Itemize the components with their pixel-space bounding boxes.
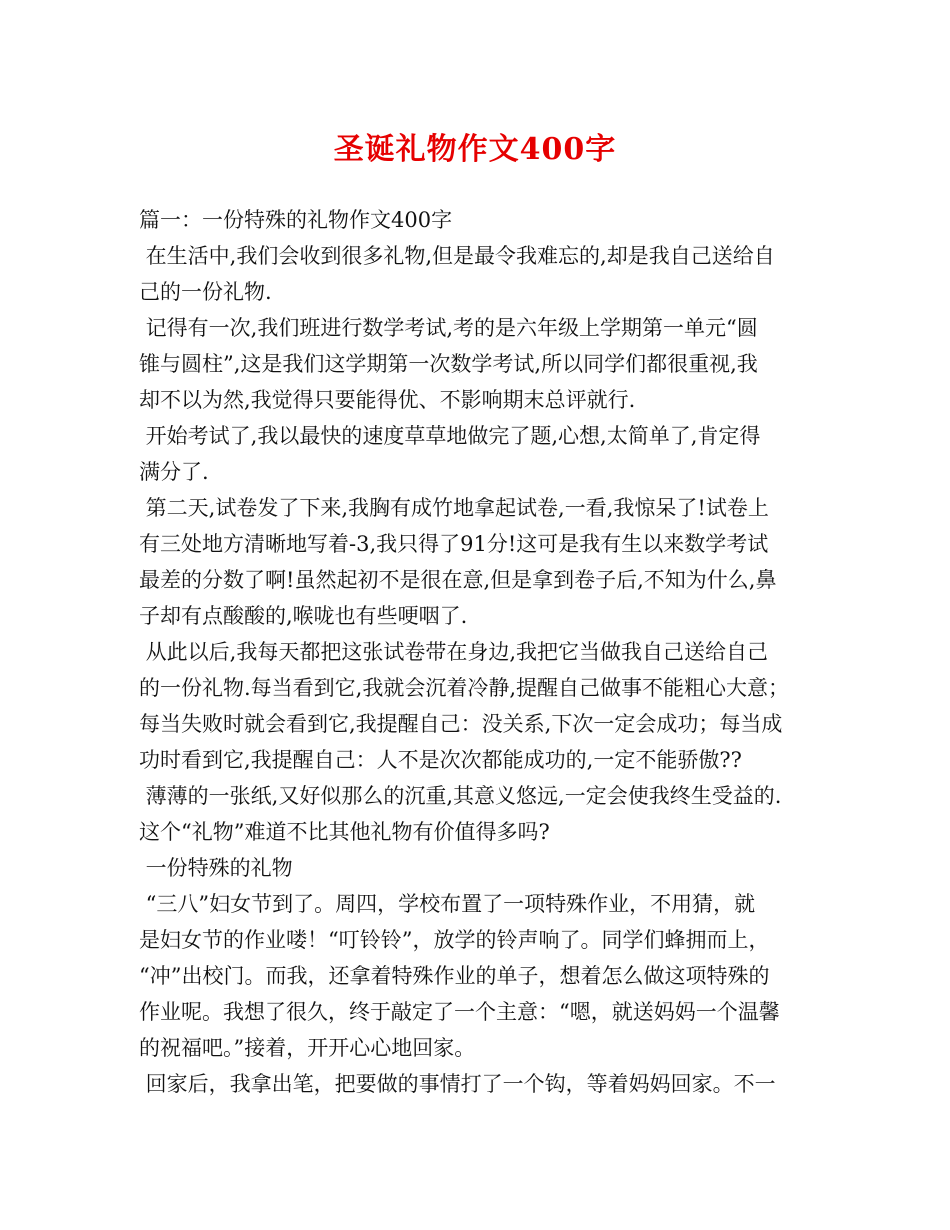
text-line: 的一份礼物.每当看到它,我就会沉着冷静,提醒自己做事不能粗心大意； [139,676,790,700]
text-line: 是妇女节的作业喽！“叮铃铃”，放学的铃声响了。同学们蜂拥而上， [139,928,770,952]
text-line: 记得有一次,我们班进行数学考试,考的是六年级上学期第一单元“圆 [139,316,758,340]
text-line: 这个“礼物”难道不比其他礼物有价值得多吗? [139,820,550,844]
text-line: 篇一：一份特殊的礼物作文400字 [139,208,453,232]
text-line: “三八”妇女节到了。周四，学校布置了一项特殊作业，不用猜，就 [139,892,756,916]
text-line: 子却有点酸酸的,喉咙也有些哽咽了. [139,604,468,628]
text-line: “冲”出校门。而我，还拿着特殊作业的单子，想着怎么做这项特殊的 [139,964,770,988]
document-body [139,202,819,1102]
text-line: 锥与圆柱”,这是我们这学期第一次数学考试,所以同学们都很重视,我 [139,352,758,376]
text-line: 回家后，我拿出笔，把要做的事情打了一个钩，等着妈妈回家。不一 [139,1072,776,1096]
text-line: 功时看到它,我提醒自己：人不是次次都能成功的,一定不能骄傲?? [139,748,742,772]
text-line: 一份特殊的礼物 [139,856,293,880]
text-line: 却不以为然,我觉得只要能得优、不影响期末总评就行. [139,388,636,412]
text-line: 满分了. [139,460,209,484]
text-line: 从此以后,我每天都把这张试卷带在身边,我把它当做我自己送给自己 [139,640,769,664]
text-line: 作业呢。我想了很久，终于敲定了一个主意：“嗯，就送妈妈一个温馨 [139,1000,780,1024]
text-line: 薄薄的一张纸,又好似那么的沉重,其意义悠远,一定会使我终生受益的. [139,784,782,808]
text-line: 最差的分数了啊!虽然起初不是很在意,但是拿到卷子后,不知为什么,鼻 [139,568,777,592]
text-line: 开始考试了,我以最快的速度草草地做完了题,心想,太简单了,肯定得 [139,424,761,448]
text-line: 第二天,试卷发了下来,我胸有成竹地拿起试卷,一看,我惊呆了!试卷上 [139,496,769,520]
text-line: 己的一份礼物. [139,280,272,304]
text-line: 每当失败时就会看到它,我提醒自己：没关系,下次一定会成功；每当成 [139,712,783,736]
document-title: 圣诞礼物作文400字 [333,132,617,167]
text-line: 的祝福吧。”接着，开开心心地回家。 [139,1036,476,1060]
text-line: 有三处地方清晰地写着-3,我只得了91分!这可是我有生以来数学考试 [139,532,769,556]
text-line: 在生活中,我们会收到很多礼物,但是最令我难忘的,却是我自己送给自 [139,244,775,268]
